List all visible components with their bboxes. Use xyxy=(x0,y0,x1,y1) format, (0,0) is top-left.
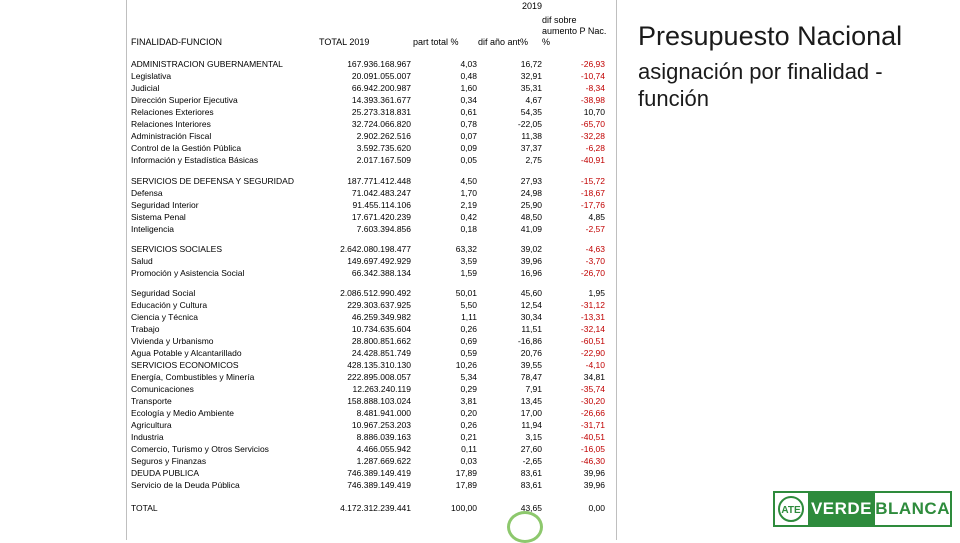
row-aumento: -26,93 xyxy=(580,59,605,69)
row-total: 2.086.512.990.492 xyxy=(340,288,411,298)
row-total: 149.697.492.929 xyxy=(347,256,411,266)
row-dif: 83,61 xyxy=(520,480,542,490)
logo-blanca: BLANCA xyxy=(875,499,950,518)
row-part: 1,70 xyxy=(460,188,477,198)
row-aumento: -35,74 xyxy=(580,384,605,394)
row-name: Comercio, Turismo y Otros Servicios xyxy=(131,444,269,454)
row-total: 4.172.312.239.441 xyxy=(340,503,411,513)
row-dif: 3,15 xyxy=(525,432,542,442)
table-row xyxy=(0,154,960,166)
row-aumento: -3,70 xyxy=(585,256,605,266)
row-total: 2.017.167.509 xyxy=(356,155,411,165)
row-part: 0,09 xyxy=(460,143,477,153)
row-part: 1,11 xyxy=(461,312,477,322)
row-dif: 13,45 xyxy=(520,396,542,406)
row-name: Legislativa xyxy=(131,71,172,81)
row-name: Defensa xyxy=(131,188,163,198)
row-total: 7.603.394.856 xyxy=(356,224,411,234)
row-aumento: -17,76 xyxy=(580,200,605,210)
row-part: 0,20 xyxy=(460,408,477,418)
row-total: 14.393.361.677 xyxy=(351,95,411,105)
row-name: Seguros y Finanzas xyxy=(131,456,207,466)
table-row xyxy=(0,407,960,419)
row-part: 0,26 xyxy=(460,420,477,430)
row-aumento: -31,12 xyxy=(580,300,605,310)
row-total: 2.642.080.198.477 xyxy=(340,244,411,254)
row-name: Comunicaciones xyxy=(131,384,194,394)
row-dif: 24,98 xyxy=(520,188,542,198)
logo-emblem-icon xyxy=(775,493,808,525)
row-name: Servicio de la Deuda Pública xyxy=(131,480,240,490)
row-aumento: 10,70 xyxy=(583,107,605,117)
row-name: DEUDA PUBLICA xyxy=(131,468,200,478)
row-aumento: -40,51 xyxy=(580,432,605,442)
row-total: 17.671.420.239 xyxy=(351,212,411,222)
row-aumento: -10,74 xyxy=(580,71,605,81)
row-total: 24.428.851.749 xyxy=(351,348,411,358)
row-aumento: -46,30 xyxy=(580,456,605,466)
row-name: Seguridad Social xyxy=(131,288,196,298)
row-part: 0,34 xyxy=(460,95,477,105)
header-total-2019: TOTAL 2019 xyxy=(319,37,370,47)
row-dif: 37,37 xyxy=(520,143,542,153)
row-part: 3,81 xyxy=(460,396,477,406)
row-total: 32.724.066.820 xyxy=(351,119,411,129)
row-aumento: -30,20 xyxy=(580,396,605,406)
logo-verde: VERDE xyxy=(808,493,875,525)
header-aumento-line1: dif sobre xyxy=(542,15,577,25)
header-aumento-line2: aumento P Nac. xyxy=(542,26,607,36)
row-dif: 11,38 xyxy=(521,131,542,141)
row-part: 0,11 xyxy=(461,444,477,454)
row-name: SERVICIOS SOCIALES xyxy=(131,244,223,254)
row-aumento: -38,98 xyxy=(580,95,605,105)
row-aumento: -26,66 xyxy=(580,408,605,418)
row-part: 0,69 xyxy=(460,336,477,346)
row-name: ADMINISTRACION GUBERNAMENTAL xyxy=(131,59,283,69)
row-aumento: -26,70 xyxy=(580,268,605,278)
table-row xyxy=(0,175,960,187)
table-row xyxy=(0,142,960,154)
row-total: 746.389.149.419 xyxy=(347,480,411,490)
row-part: 0,26 xyxy=(460,324,477,334)
table-row xyxy=(0,431,960,443)
row-total: 10.734.635.604 xyxy=(351,324,411,334)
header-part-total: part total % xyxy=(413,37,459,47)
row-dif: 25,90 xyxy=(520,200,542,210)
row-total: 12.263.240.119 xyxy=(352,384,411,394)
row-aumento: 39,96 xyxy=(583,480,605,490)
row-dif: 11,51 xyxy=(521,324,542,334)
row-total: 66.942.200.987 xyxy=(351,83,411,93)
row-aumento: -4,10 xyxy=(585,360,605,370)
row-total: 28.800.851.662 xyxy=(351,336,411,346)
row-part: 0,03 xyxy=(460,456,477,466)
row-aumento: -40,91 xyxy=(580,155,605,165)
table-row xyxy=(0,335,960,347)
row-total: 746.389.149.419 xyxy=(347,468,411,478)
row-part: 1,60 xyxy=(460,83,477,93)
row-dif: 39,55 xyxy=(520,360,542,370)
row-total: 222.895.008.057 xyxy=(347,372,411,382)
row-part: 0,21 xyxy=(460,432,477,442)
row-dif: 30,34 xyxy=(520,312,542,322)
row-aumento: -32,28 xyxy=(580,131,605,141)
row-name: Promoción y Asistencia Social xyxy=(131,268,245,278)
row-part: 100,00 xyxy=(451,503,477,513)
row-aumento: -22,90 xyxy=(580,348,605,358)
row-total: 187.771.412.448 xyxy=(347,176,411,186)
row-dif: 16,72 xyxy=(520,59,542,69)
row-part: 50,01 xyxy=(455,288,477,298)
table-row xyxy=(0,130,960,142)
row-dif: 27,93 xyxy=(520,176,542,186)
row-dif: 27,60 xyxy=(520,444,542,454)
table-row xyxy=(0,311,960,323)
row-dif: 83,61 xyxy=(520,468,542,478)
table-row xyxy=(0,299,960,311)
row-name: Industria xyxy=(131,432,164,442)
table-row xyxy=(0,383,960,395)
header-aumento-line3: % xyxy=(542,37,551,47)
row-part: 4,03 xyxy=(460,59,477,69)
row-aumento: -65,70 xyxy=(580,119,605,129)
row-dif: 11,94 xyxy=(521,420,542,430)
row-aumento: 34,81 xyxy=(583,372,605,382)
row-dif: -16,86 xyxy=(517,336,542,346)
table-row xyxy=(0,243,960,255)
table-row xyxy=(0,479,960,491)
row-dif: -2,65 xyxy=(522,456,542,466)
row-dif: 39,02 xyxy=(520,244,542,254)
table-row xyxy=(0,467,960,479)
row-total: 20.091.055.007 xyxy=(351,71,411,81)
row-name: Relaciones Interiores xyxy=(131,119,211,129)
row-part: 0,48 xyxy=(460,71,477,81)
row-total: 1.287.669.622 xyxy=(356,456,411,466)
row-dif: 32,91 xyxy=(520,71,542,81)
verde-blanca-logo xyxy=(773,491,952,527)
row-part: 0,78 xyxy=(460,119,477,129)
row-total: 66.342.388.134 xyxy=(351,268,411,278)
row-total: 71.042.483.247 xyxy=(351,188,411,198)
row-aumento: -60,51 xyxy=(580,336,605,346)
row-name: Ciencia y Técnica xyxy=(131,312,198,322)
row-part: 4,50 xyxy=(460,176,477,186)
row-dif: 48,50 xyxy=(520,212,542,222)
row-total: 8.481.941.000 xyxy=(356,408,411,418)
row-dif: 17,00 xyxy=(520,408,542,418)
row-part: 0,07 xyxy=(460,131,477,141)
row-part: 17,89 xyxy=(455,468,477,478)
row-name: SERVICIOS ECONOMICOS xyxy=(131,360,239,370)
table-row xyxy=(0,199,960,211)
row-aumento: -4,63 xyxy=(585,244,605,254)
row-name: Agricultura xyxy=(131,420,172,430)
row-aumento: -2,57 xyxy=(585,224,605,234)
row-part: 0,59 xyxy=(460,348,477,358)
row-part: 0,61 xyxy=(460,107,477,117)
row-part: 2,19 xyxy=(460,200,477,210)
row-aumento: 4,85 xyxy=(588,212,605,222)
row-name: Trabajo xyxy=(131,324,160,334)
row-total: 229.303.637.925 xyxy=(347,300,411,310)
row-dif: 4,67 xyxy=(525,95,542,105)
row-dif: 45,60 xyxy=(520,288,542,298)
row-aumento: 39,96 xyxy=(583,468,605,478)
highlight-circle xyxy=(507,511,543,543)
table-row xyxy=(0,419,960,431)
row-aumento: -32,14 xyxy=(580,324,605,334)
row-name: Sistema Penal xyxy=(131,212,186,222)
table-row xyxy=(0,323,960,335)
header-finalidad-funcion: FINALIDAD-FUNCION xyxy=(131,37,223,47)
row-total: 158.888.103.024 xyxy=(347,396,411,406)
row-part: 1,59 xyxy=(460,268,477,278)
row-aumento: 0,00 xyxy=(588,503,605,513)
row-part: 0,29 xyxy=(460,384,477,394)
table-row xyxy=(0,371,960,383)
row-name: Inteligencia xyxy=(131,224,175,234)
row-aumento: -8,34 xyxy=(585,83,605,93)
row-name: Información y Estadística Básicas xyxy=(131,155,259,165)
row-dif: 20,76 xyxy=(520,348,542,358)
row-part: 5,50 xyxy=(460,300,477,310)
row-total: 428.135.310.130 xyxy=(347,360,411,370)
header-year: 2019 xyxy=(522,1,543,11)
row-name: Administración Fiscal xyxy=(131,131,212,141)
row-total: 8.886.039.163 xyxy=(356,432,411,442)
row-dif: 54,35 xyxy=(520,107,542,117)
row-dif: 41,09 xyxy=(520,224,542,234)
row-total: 167.936.168.967 xyxy=(347,59,411,69)
row-name: Educación y Cultura xyxy=(131,300,208,310)
header-dif-ano-ant: dif año ant% xyxy=(478,37,529,47)
row-aumento: 1,95 xyxy=(588,288,605,298)
table-row xyxy=(0,455,960,467)
row-total: 91.455.114.106 xyxy=(352,200,411,210)
row-part: 3,59 xyxy=(460,256,477,266)
row-total: 10.967.253.203 xyxy=(351,420,411,430)
row-name: Judicial xyxy=(131,83,160,93)
table-row xyxy=(0,211,960,223)
row-dif: 35,31 xyxy=(520,83,542,93)
row-aumento: -31,71 xyxy=(580,420,605,430)
row-aumento: -13,31 xyxy=(580,312,605,322)
row-name: SERVICIOS DE DEFENSA Y SEGURIDAD xyxy=(131,176,294,186)
row-part: 5,34 xyxy=(460,372,477,382)
table-row xyxy=(0,255,960,267)
table-row xyxy=(0,267,960,279)
row-total: 3.592.735.620 xyxy=(356,143,411,153)
svg-text:ATE: ATE xyxy=(781,505,802,516)
row-name: Dirección Superior Ejecutiva xyxy=(131,95,238,105)
row-aumento: -18,67 xyxy=(580,188,605,198)
row-name: Vivienda y Urbanismo xyxy=(131,336,214,346)
row-name: Seguridad Interior xyxy=(131,200,199,210)
row-dif: 39,96 xyxy=(520,256,542,266)
row-name: TOTAL xyxy=(131,503,158,513)
row-name: Agua Potable y Alcantarillado xyxy=(131,348,242,358)
table-row xyxy=(0,223,960,235)
row-name: Energía, Combustibles y Minería xyxy=(131,372,255,382)
row-aumento: -16,05 xyxy=(580,444,605,454)
row-dif: -22,05 xyxy=(517,119,542,129)
row-total: 2.902.262.516 xyxy=(356,131,411,141)
table-row xyxy=(0,359,960,371)
slide-title: Presupuesto Nacional xyxy=(638,21,903,51)
row-name: Relaciones Exteriores xyxy=(131,107,214,117)
row-part: 63,32 xyxy=(455,244,477,254)
row-dif: 43,65 xyxy=(520,503,542,513)
table-row xyxy=(0,395,960,407)
row-dif: 78,47 xyxy=(520,372,542,382)
row-aumento: -15,72 xyxy=(580,176,605,186)
row-name: Transporte xyxy=(131,396,172,406)
table-row xyxy=(0,347,960,359)
row-part: 0,05 xyxy=(460,155,477,165)
table-row xyxy=(0,187,960,199)
row-dif: 12,54 xyxy=(520,300,542,310)
row-total: 25.273.318.831 xyxy=(351,107,411,117)
table-row xyxy=(0,118,960,130)
row-dif: 2,75 xyxy=(525,155,542,165)
row-part: 10,26 xyxy=(455,360,477,370)
row-part: 17,89 xyxy=(455,480,477,490)
table-row xyxy=(0,443,960,455)
row-name: Ecología y Medio Ambiente xyxy=(131,408,235,418)
row-name: Control de la Gestión Pública xyxy=(131,143,242,153)
row-total: 46.259.349.982 xyxy=(351,312,411,322)
row-dif: 7,91 xyxy=(525,384,542,394)
table-row xyxy=(0,287,960,299)
row-dif: 16,96 xyxy=(520,268,542,278)
row-aumento: -6,28 xyxy=(585,143,605,153)
row-total: 4.466.055.942 xyxy=(356,444,411,454)
row-part: 0,18 xyxy=(460,224,477,234)
row-name: Salud xyxy=(131,256,153,266)
row-part: 0,42 xyxy=(460,212,477,222)
slide-subtitle: asignación por finalidad - función xyxy=(638,59,883,111)
